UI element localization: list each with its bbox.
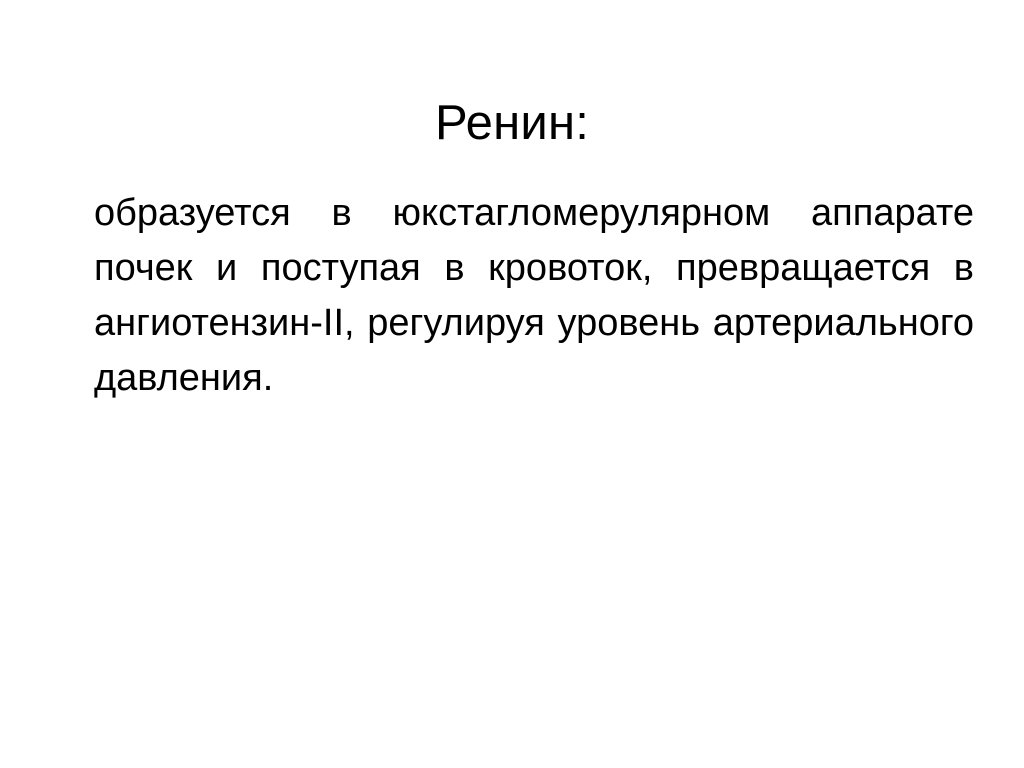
slide-body (94, 186, 974, 461)
body-paragraph: образуется в юкстагломерулярном аппарате почек и поступая в кровоток, превращается в ангиотензин-II, регулируя уровень артериального давления. (94, 192, 974, 400)
page-title: Ренин: (434, 95, 590, 150)
